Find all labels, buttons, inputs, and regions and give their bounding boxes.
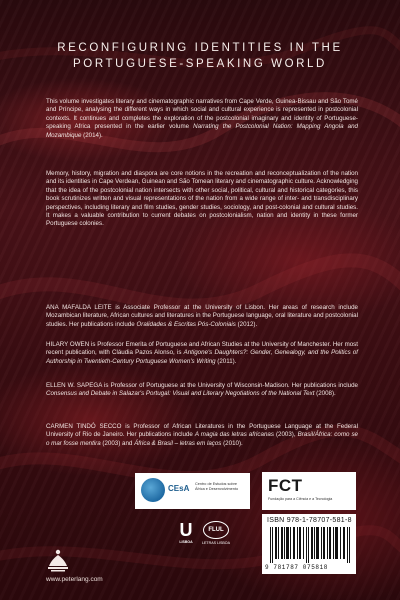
- title-line-1: RECONFIGURING IDENTITIES IN THE: [57, 42, 343, 54]
- ulisboa-logo: U LISBOA: [179, 520, 193, 544]
- flul-logo: FLUL: [203, 521, 229, 539]
- earlier-volume-title: Narrating the Postcolonial Nation: Mapping Angola and Mozambique: [46, 123, 358, 139]
- description-paragraph-2: Memory, history, migration and diaspora are core notions in the recreation and reconceptualization of the nation and its identities in Cape Verdean, Guinean and São Tomean literary and cinematographic culture. Acknowledging that the idea of the postcolonial nation intersects with other social, political, cultural and historical categories, this book scrutinizes written and visual representations of the nation from a wide range of inter- and transdisciplinary perspectives, including literary and film studies, gender studies, sociology, and post-colonial and cultural studies. It makes a valuable contribution to current debates on postcolonialism, nation and identity in these former Portuguese colonies.: [46, 170, 358, 228]
- cesa-logo: CEsA Centro de Estudos sobre África e Desenvolvimento: [135, 473, 250, 509]
- globe-icon: [141, 478, 165, 502]
- bio-hilary-owen: HILARY OWEN is Professor Emerita of Portuguese and African Studies at the University of Manchester. Her most recent publication, with Cláudia Pazos Alonso, is Antigone's Daughters?: Gender, Genealogy, and the Politics of Authorship in Twentieth-Century Portuguese Women's Writing (2011).: [46, 341, 358, 365]
- title-line-2: PORTUGUESE-SPEAKING WORLD: [73, 58, 327, 70]
- bio-carmen-secco: CARMEN TINDÓ SECCO is Professor of African Literatures in the Portuguese Language at the Federal University of Rio de Janeiro. Her publications include A magia das letras africanas (2003), Brasil/África: como se o mar fosse mentira (2003) and África & Brasil – letras em laços (2010).: [46, 423, 358, 447]
- fct-logo: FCT Fundação para a Ciência e a Tecnologia: [262, 472, 356, 510]
- barcode-digits: 9 781787 075818: [265, 564, 329, 571]
- bio-ana-mafalda-leite: ANA MAFALDA LEITE is Associate Professor at the University of Lisbon. Her areas of research include Mozambican literature, African cultures and literatures in the Portuguese language, oral literature and postcolonial studies. Her publications include Oralidades & Escritas Pós-Coloniais (2012).: [46, 304, 358, 328]
- book-title: [0, 40, 400, 72]
- university-logos: [175, 520, 233, 556]
- description-paragraph-1: This volume investigates literary and cinematographic narratives from Cape Verde, Guinea-Bissau and São Tomé and Príncipe, analysing the different ways in which social and cultural experience is represented in postcolonial contexts. It continues and completes the exploration of the postcolonial imaginary and identity of Portuguese-speaking Africa presented in the earlier volume Narrating the Postcolonial Nation: Mapping Angola and Mozambique (2014).: [46, 98, 358, 139]
- flul-subtitle: LETRAS LISBOA: [202, 541, 230, 545]
- isbn-text: ISBN 978-1-78707-581-8: [267, 517, 352, 524]
- isbn-barcode-box: [262, 514, 356, 574]
- peter-lang-logo-icon: [46, 548, 70, 574]
- barcode-icon: [270, 527, 350, 563]
- bio-ellen-sapega: ELLEN W. SAPEGA is Professor of Portuguese at the University of Wisconsin-Madison. Her publications include Consensus and Debate in Salazar's Portugal: Visual and Literary Negotiations of the National Text (2008).: [46, 382, 358, 398]
- publisher-url[interactable]: www.peterlang.com: [46, 576, 103, 583]
